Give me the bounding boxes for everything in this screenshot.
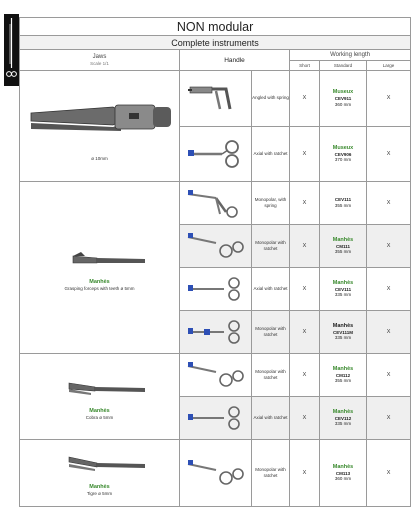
length-value: 355 mm xyxy=(334,378,352,384)
handle-image xyxy=(180,440,252,507)
jaw-image-grasping xyxy=(25,244,175,274)
jaw-brand: Manhès xyxy=(89,278,110,285)
jaw-caption-text: Tigre ø 5mm xyxy=(86,491,113,497)
product-code: CEV112 xyxy=(334,415,352,421)
length-value: 355 mm xyxy=(334,203,352,208)
jaw-image-10mm xyxy=(25,91,175,151)
short-value: X xyxy=(290,354,320,397)
table-row xyxy=(20,354,411,397)
instrument-table xyxy=(19,17,411,507)
page-subtitle: Complete instruments xyxy=(20,36,411,50)
handle-description: Axial with ratchet xyxy=(252,268,290,311)
jaw-caption xyxy=(20,484,179,497)
standard-value xyxy=(320,225,367,268)
jaw-caption: ø 10mm xyxy=(91,155,108,161)
short-value: X xyxy=(290,182,320,225)
product-code: CEV111M xyxy=(332,329,353,335)
length-value: 335 mm xyxy=(334,421,352,427)
short-value: X xyxy=(290,311,320,354)
handle-image xyxy=(180,268,252,311)
product-code: CEV911 xyxy=(334,96,352,102)
large-value: X xyxy=(367,268,411,311)
handle-description: Angled with spring xyxy=(252,71,290,127)
handle-image xyxy=(180,311,252,354)
page-title: NON modular xyxy=(20,18,411,36)
large-value: X xyxy=(367,440,411,507)
jaw-image-cobra xyxy=(25,373,175,403)
standard-value xyxy=(320,268,367,311)
large-value: X xyxy=(367,225,411,268)
jaw-image-tigre xyxy=(25,449,175,479)
large-value: X xyxy=(367,182,411,225)
handle-image xyxy=(180,126,252,182)
jaw-caption xyxy=(20,408,179,421)
jaw-cell xyxy=(20,71,180,182)
brand-name: Manhès xyxy=(332,365,354,372)
handle-image xyxy=(180,182,252,225)
brand-name: Manhès xyxy=(332,322,354,329)
brand-name: Manhès xyxy=(332,279,354,286)
large-value: X xyxy=(367,397,411,440)
short-value: X xyxy=(290,126,320,182)
standard-value xyxy=(320,71,367,127)
brand-name: Manhès xyxy=(332,236,354,243)
scale-label: Scale 1/1 xyxy=(90,61,109,66)
brand-name: Museux xyxy=(332,144,354,151)
standard-value xyxy=(320,126,367,182)
large-value: X xyxy=(367,71,411,127)
scissors-icon xyxy=(4,14,19,86)
standard-value xyxy=(320,440,367,507)
length-value: 335 mm xyxy=(334,292,352,298)
handle-image xyxy=(180,71,252,127)
large-value: X xyxy=(367,311,411,354)
brand-name: Manhès xyxy=(332,408,354,415)
handle-image xyxy=(180,397,252,440)
brand-name: Manhès xyxy=(332,463,354,470)
standard-value xyxy=(320,354,367,397)
product-code: CEV111 xyxy=(334,286,352,292)
monopolar-ratchet-handle-icon xyxy=(186,454,246,492)
jaws-header xyxy=(20,50,180,71)
short-value: X xyxy=(290,71,320,127)
standard-header: Standard xyxy=(320,61,367,71)
jaw-cell xyxy=(20,440,180,507)
length-value: 335 mm xyxy=(334,335,352,341)
handle-description: Axial with ratchet xyxy=(252,126,290,182)
table-row xyxy=(20,440,411,507)
jaw-brand: Manhès xyxy=(89,484,110,490)
table-row xyxy=(20,71,411,127)
large-value: X xyxy=(367,126,411,182)
length-value: 360 mm xyxy=(334,101,352,107)
jaw-brand: Manhès xyxy=(89,407,110,414)
angled-handle-icon xyxy=(186,79,246,117)
jaw-caption-text: Grasping forceps with teeth ø 5mm xyxy=(64,285,135,291)
product-code: CM113 xyxy=(335,470,351,476)
jaw-cell xyxy=(20,354,180,440)
product-code: CEV111 xyxy=(334,197,352,203)
jaw-caption xyxy=(20,279,179,292)
jaw-caption-text: Cobra ø 5mm xyxy=(85,414,114,420)
handle-description: Axial with ratchet xyxy=(252,397,290,440)
short-value: X xyxy=(290,397,320,440)
standard-value xyxy=(320,182,367,225)
handle-description: Monopolar with ratchet xyxy=(252,225,290,268)
large-header: Large xyxy=(367,61,411,71)
length-value: 370 mm xyxy=(334,157,352,163)
short-value: X xyxy=(290,440,320,507)
handle-description: Monopolar with ratchet xyxy=(252,354,290,397)
working-length-header: Working length xyxy=(290,50,411,61)
handle-image xyxy=(180,354,252,397)
standard-value xyxy=(320,311,367,354)
handle-description: Monopolar with ratchet xyxy=(252,311,290,354)
monopolar-spring-handle-icon xyxy=(186,184,246,222)
monopolar-axial-handle-icon xyxy=(186,313,246,351)
handle-image xyxy=(180,225,252,268)
brand-name: Museux xyxy=(332,89,354,96)
large-value: X xyxy=(367,354,411,397)
standard-value xyxy=(320,397,367,440)
handle-description: Monopolar with ratchet xyxy=(252,440,290,507)
jaw-cell xyxy=(20,182,180,354)
axial-ratchet-handle-icon xyxy=(186,270,246,308)
handle-header: Handle xyxy=(180,50,290,71)
handle-description: Monopolar, with spring xyxy=(252,182,290,225)
short-value: X xyxy=(290,225,320,268)
product-code: CEV906 xyxy=(334,151,352,157)
axial-ratchet-handle-icon xyxy=(186,399,246,437)
table-row xyxy=(20,182,411,225)
product-code: CM111 xyxy=(335,243,350,249)
short-value: X xyxy=(290,268,320,311)
section-tab xyxy=(4,14,19,86)
monopolar-ratchet-handle-icon xyxy=(186,356,246,394)
monopolar-ratchet-handle-icon xyxy=(186,227,246,265)
short-header: Short xyxy=(290,61,320,71)
length-value: 355 mm xyxy=(334,249,352,255)
jaws-label: Jaws xyxy=(92,54,107,60)
length-value: 360 mm xyxy=(334,476,352,482)
product-code: CM112 xyxy=(335,372,351,378)
axial-handle-icon xyxy=(186,135,246,173)
